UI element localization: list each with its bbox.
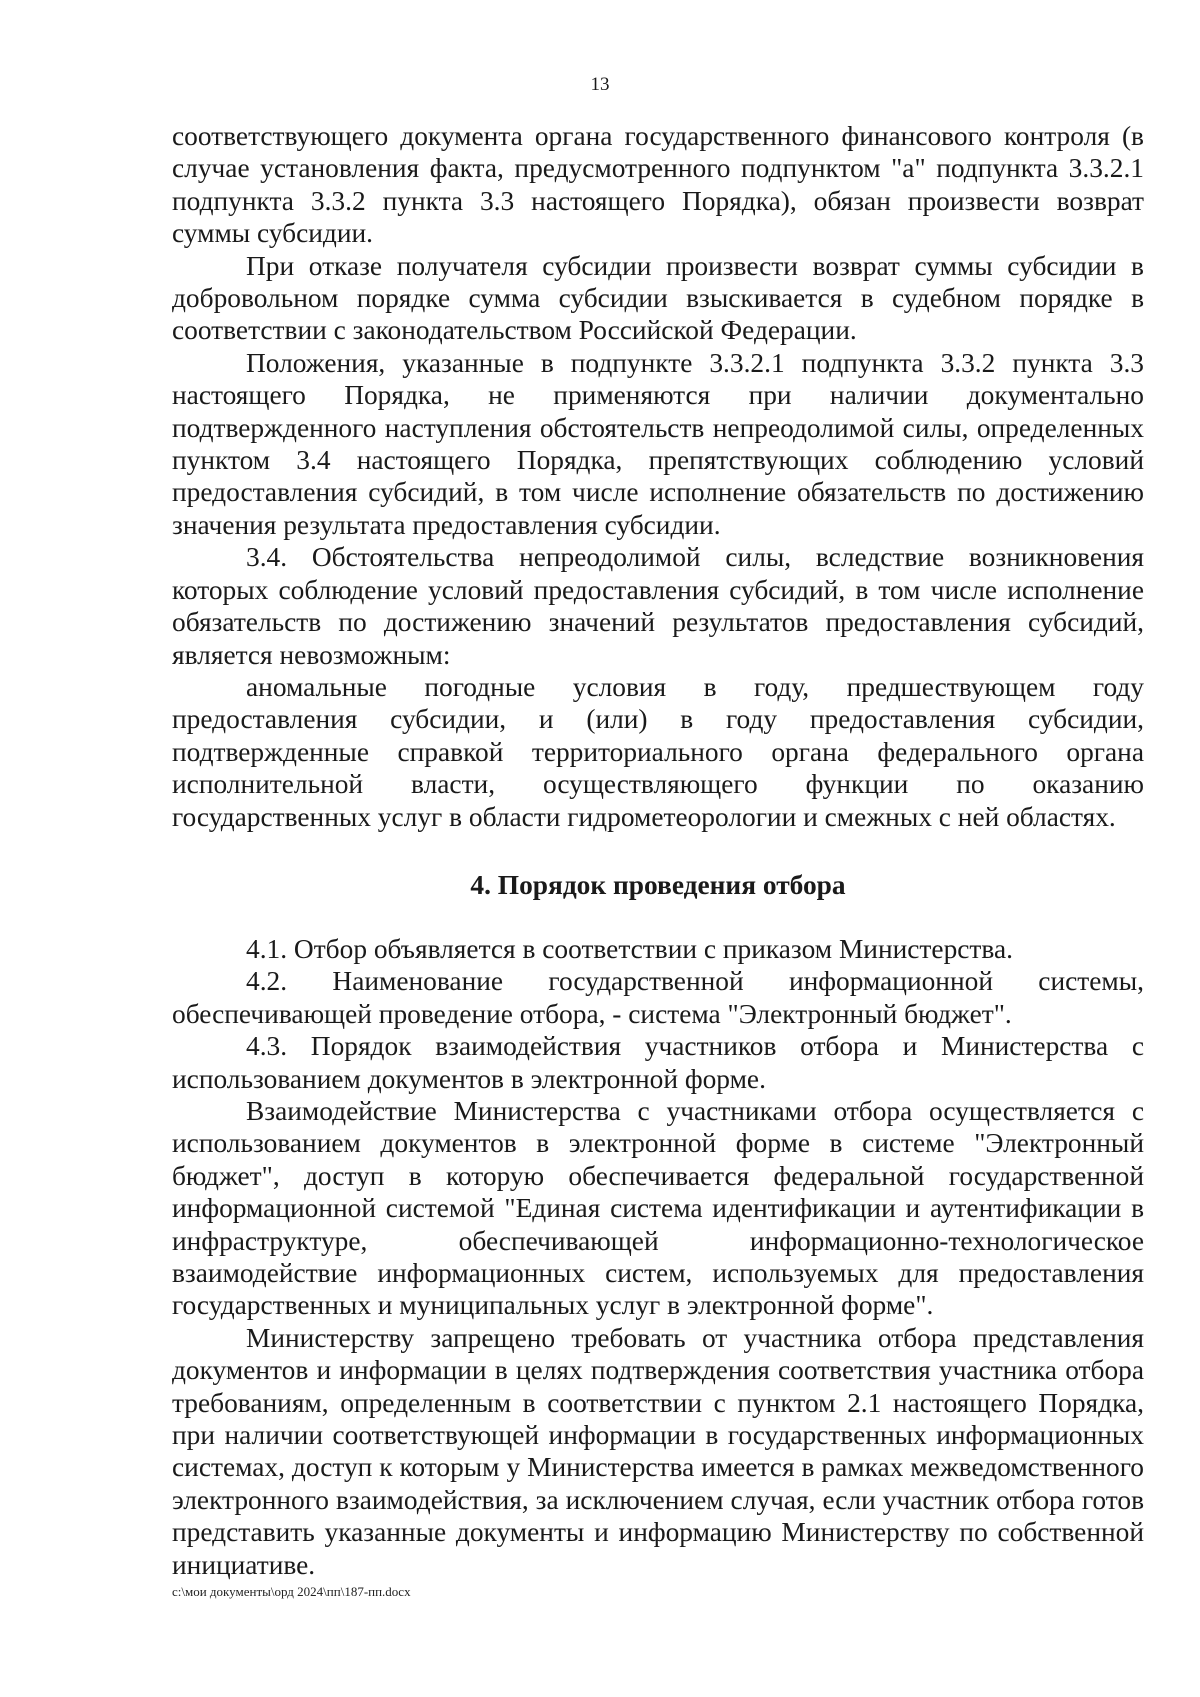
paragraph-weather-conditions: аномальные погодные условия в году, предшествующем году предоставления субсидии, и (или) в году предоставления субсидии, подтвержденные справкой территориального органа федерального органа исполнительной власти, осуществляющего функции по оказанию государственных услуг в области гидрометеорологии и смежных с ней областях. xyxy=(172,671,1144,832)
section-heading: 4. Порядок проведения отбора xyxy=(470,869,846,900)
footer-file-path: c:\мои документы\орд 2024\пп\187-пп.docx xyxy=(172,1584,411,1599)
paragraph-3-4: 3.4. Обстоятельства непреодолимой силы, вследствие возникновения которых соблюдение условий предоставления субсидий, в том числе исполнение обязательств по достижению значений результатов предоставления субсидий, является невозможным: xyxy=(172,542,1144,670)
paragraph-prohibition: Министерству запрещено требовать от участника отбора представления документов и информации в целях подтверждения соответствия участника отбора требованиям, определенным в соответствии с пунктом 2.1 настоящего Порядка, при наличии соответствующей информации в государственных информационных системах, доступ к которым у Министерства имеется в рамках межведомственного электронного взаимодействия, за исключением случая, если участник отбора готов представить указанные документы и информацию Министерству по собственной инициативе. xyxy=(172,1322,1144,1580)
paragraph-refund-refusal: При отказе получателя субсидии произвести возврат суммы субсидии в добровольном порядке сумма субсидии взыскивается в судебном порядке в соответствии с законодательством Российской Федерации. xyxy=(172,250,1144,346)
paragraph-4-1: 4.1. Отбор объявляется в соответствии с приказом Министерства. xyxy=(246,933,1013,964)
paragraph-force-majeure-exemption: Положения, указанные в подпункте 3.3.2.1 подпункта 3.3.2 пункта 3.3 настоящего Порядка, не применяются при наличии документально подтвержденного наступления обстоятельств непреодолимой силы, определенных пунктом 3.4 настоящего Порядка, препятствующих соблюдению условий предоставления субсидий, в том числе исполнение обязательств по достижению значения результата предоставления субсидии. xyxy=(172,347,1144,540)
document-body xyxy=(172,120,1144,1581)
paragraph-4-2: 4.2. Наименование государственной информационной системы, обеспечивающей проведение отбора, - система "Электронный бюджет". xyxy=(172,966,1144,1029)
paragraph-interaction: Взаимодействие Министерства с участниками отбора осуществляется с использованием документов в электронной форме в системе "Электронный бюджет", доступ в которую обеспечивается федеральной государственной информационной системой "Единая система идентификации и аутентификации в инфраструктуре, обеспечивающей информационно-технологическое взаимодействие информационных систем, используемых для предоставления государственных и муниципальных услуг в электронной форме". xyxy=(172,1095,1144,1321)
page-number: 13 xyxy=(590,74,610,95)
paragraph-continuation: соответствующего документа органа государственного финансового контроля (в случае установления факта, предусмотренного подпунктом "а" подпункта 3.3.2.1 подпункта 3.3.2 пункта 3.3 настоящего Порядка), обязан произвести возврат суммы субсидии. xyxy=(172,121,1144,249)
paragraph-4-3: 4.3. Порядок взаимодействия участников отбора и Министерства с использованием документов в электронной форме. xyxy=(172,1031,1144,1094)
